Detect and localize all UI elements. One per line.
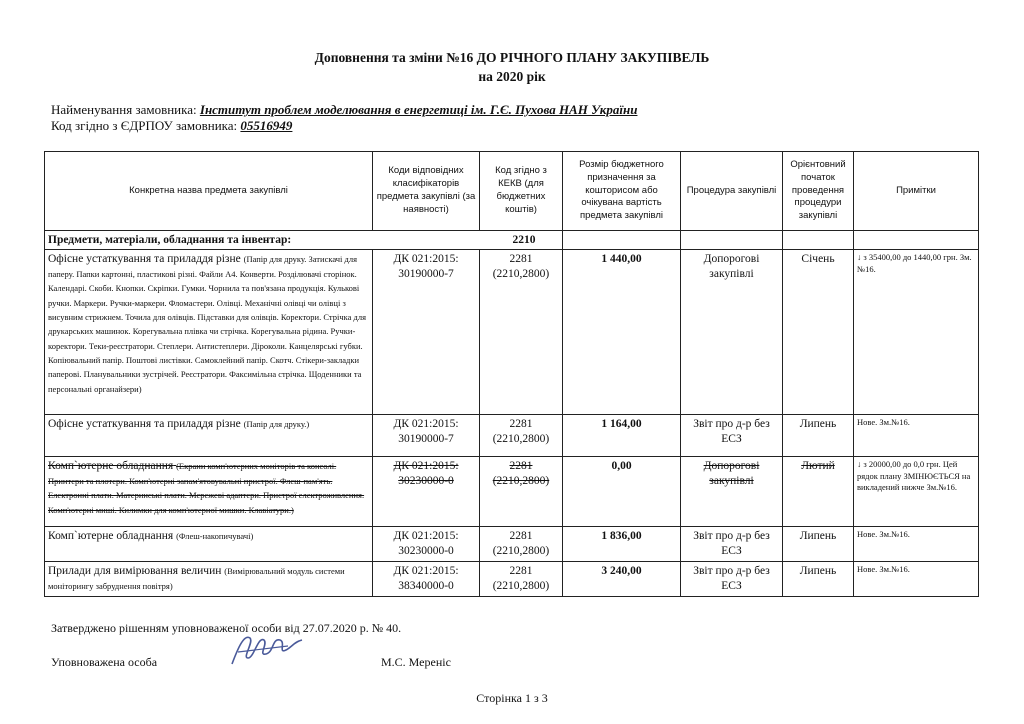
table-row — [45, 562, 979, 597]
item-detail: (Папір для друку. Затискачі для паперу. Папки картонні, пластикові різні. Файли А4. Конверти. Розділювачі сторінок. Календарі. Скоби. Кнопки. Скріпки. Гумки. Чорнила та пов'язана продукція. Кулькові ручки. Маркери. Ручки-маркери. Фломастери. Олівці. Механічні олівці чи олівці з висувним стрижнем. Точила для олівців. Підставки для олівців. Коректори. Стрічка для друкарських машинок. Корегувальна плівка чи стрічка. Корегувальна рідина. Ручки-коректори. Теки-реєстратори. Степлери. Антистеплери. Діроколи. Канцелярські губки. Копіювальний папір. Поштові листівки. Самоклейний папір. Скотч. Стікери-закладки паперові. Планувальники зустрічей. Реєстратори. Факсимільна стрічка. Щоденники та персональні органайзери) — [48, 254, 366, 394]
item-classifier: ДК 021:2015: 30230000-0 — [373, 457, 480, 527]
item-amount: 0,00 — [563, 457, 681, 527]
header-name: Конкретна назва предмета закупівлі — [45, 152, 373, 231]
edrpou-line — [51, 118, 292, 134]
item-amount: 1 836,00 — [563, 527, 681, 562]
item-note: Нове. Зм.№16. — [854, 415, 979, 457]
item-note: ↓ з 20000,00 до 0,0 грн. Цей рядок плану ЗМІНЮЄТЬСЯ на викладений нижче Зм.№16. — [854, 457, 979, 527]
item-kekv: 2281 (2210,2800) — [480, 527, 563, 562]
item-kekv: 2281 (2210,2800) — [480, 457, 563, 527]
item-classifier: ДК 021:2015: 38340000-0 — [373, 562, 480, 597]
section-label-text: Предмети, матеріали, обладнання та інвентар: — [48, 234, 292, 246]
authorized-person-name: М.С. Мереніс — [381, 655, 451, 669]
item-name-cell — [45, 457, 373, 527]
item-name-cell — [45, 562, 373, 597]
item-name-cell — [45, 250, 373, 415]
table-header-row — [45, 152, 979, 231]
item-note: ↓ з 35400,00 до 1440,00 грн. Зм.№16. — [854, 250, 979, 415]
document-title: Доповнення та зміни №16 ДО РІЧНОГО ПЛАНУ ЗАКУПІВЕЛЬ — [314, 50, 710, 65]
item-note: Нове. Зм.№16. — [854, 527, 979, 562]
item-amount: 1 440,00 — [563, 250, 681, 415]
item-name: Офісне устаткування та приладдя різне — [48, 253, 241, 266]
signature-image — [228, 628, 308, 670]
item-amount: 3 240,00 — [563, 562, 681, 597]
item-detail: (Флеш-накопичувачі) — [176, 531, 254, 542]
item-name: Комп`ютерне обладнання — [48, 460, 174, 473]
item-procedure: Звіт про д-р без ЕСЗ — [681, 527, 783, 562]
section-empty-cell — [563, 231, 681, 250]
edrpou-label: Код згідно з ЄДРПОУ замовника: — [51, 118, 238, 133]
section-empty-cell — [681, 231, 783, 250]
authorized-person-label: Уповноважена особа — [51, 655, 158, 669]
item-start: Липень — [783, 415, 854, 457]
header-start: Орієнтовний початок проведення процедури закупівлі — [783, 152, 854, 231]
item-start: Лютий — [783, 457, 854, 527]
customer-value: Інститут проблем моделювання в енергетиці ім. Г.Є. Пухова НАН України — [199, 102, 638, 117]
item-procedure: Звіт про д-р без ЕСЗ — [681, 562, 783, 597]
table-row — [45, 527, 979, 562]
item-start: Січень — [783, 250, 854, 415]
page-number: Сторінка 1 з 3 — [476, 691, 548, 705]
item-procedure: Допорогові закупівлі — [681, 250, 783, 415]
section-row — [45, 231, 979, 250]
table-row — [45, 250, 979, 415]
item-classifier: ДК 021:2015: 30190000-7 — [373, 250, 480, 415]
header-notes: Примітки — [854, 152, 979, 231]
item-detail: (Папір для друку.) — [243, 419, 310, 430]
item-name: Офісне устаткування та приладдя різне — [48, 418, 241, 431]
item-kekv: 2281 (2210,2800) — [480, 250, 563, 415]
customer-label: Найменування замовника: — [51, 102, 197, 117]
item-start: Липень — [783, 562, 854, 597]
header-procedure: Процедура закупівлі — [681, 152, 783, 231]
section-empty-cell — [783, 231, 854, 250]
header-kekv: Код згідно з КЕКВ (для бюджетних коштів) — [480, 152, 563, 231]
item-classifier: ДК 021:2015: 30190000-7 — [373, 415, 480, 457]
approval-note: Затверджено рішенням уповноваженої особи від 27.07.2020 р. № 40. — [51, 621, 402, 635]
table-row — [45, 415, 979, 457]
item-procedure: Звіт про д-р без ЕСЗ — [681, 415, 783, 457]
section-label — [45, 231, 563, 250]
document-subtitle: на 2020 рік — [478, 69, 546, 84]
item-procedure: Допорогові закупівлі — [681, 457, 783, 527]
header-amount: Розмір бюджетного призначення за кошторисом або очікувана вартість предмета закупівлі — [563, 152, 681, 231]
item-note: Нове. Зм.№16. — [854, 562, 979, 597]
item-detail: (Екрани комп'ютерних моніторів та консолі. Принтери та плотери. Комп'ютерні запам'ятовувальні пристрої. Флеш-пам'ять. Електронні плати. Материнські плати. Мережеві адаптери. Пристрої електроживлення. Комп'ютерні миші. Килимки для комп'ютерної мишки. Клавіатури.) — [48, 461, 365, 515]
item-start: Липень — [783, 527, 854, 562]
item-detail: (Вимірювальний модуль системи моніторингу забруднення повітря) — [48, 566, 345, 591]
item-kekv: 2281 (2210,2800) — [480, 562, 563, 597]
edrpou-value: 05516949 — [240, 118, 293, 133]
section-code: 2210 — [512, 234, 536, 246]
item-classifier: ДК 021:2015: 30230000-0 — [373, 527, 480, 562]
item-name: Комп`ютерне обладнання — [48, 530, 174, 543]
item-amount: 1 164,00 — [563, 415, 681, 457]
procurement-table — [44, 151, 979, 597]
item-name-cell — [45, 415, 373, 457]
item-name-cell — [45, 527, 373, 562]
section-empty-cell — [854, 231, 979, 250]
header-classifier: Коди відповідних класифікаторів предмета закупівлі (за наявності) — [373, 152, 480, 231]
item-name: Прилади для вимірювання величин — [48, 565, 222, 578]
table-row — [45, 457, 979, 527]
customer-line — [51, 102, 637, 118]
item-kekv: 2281 (2210,2800) — [480, 415, 563, 457]
